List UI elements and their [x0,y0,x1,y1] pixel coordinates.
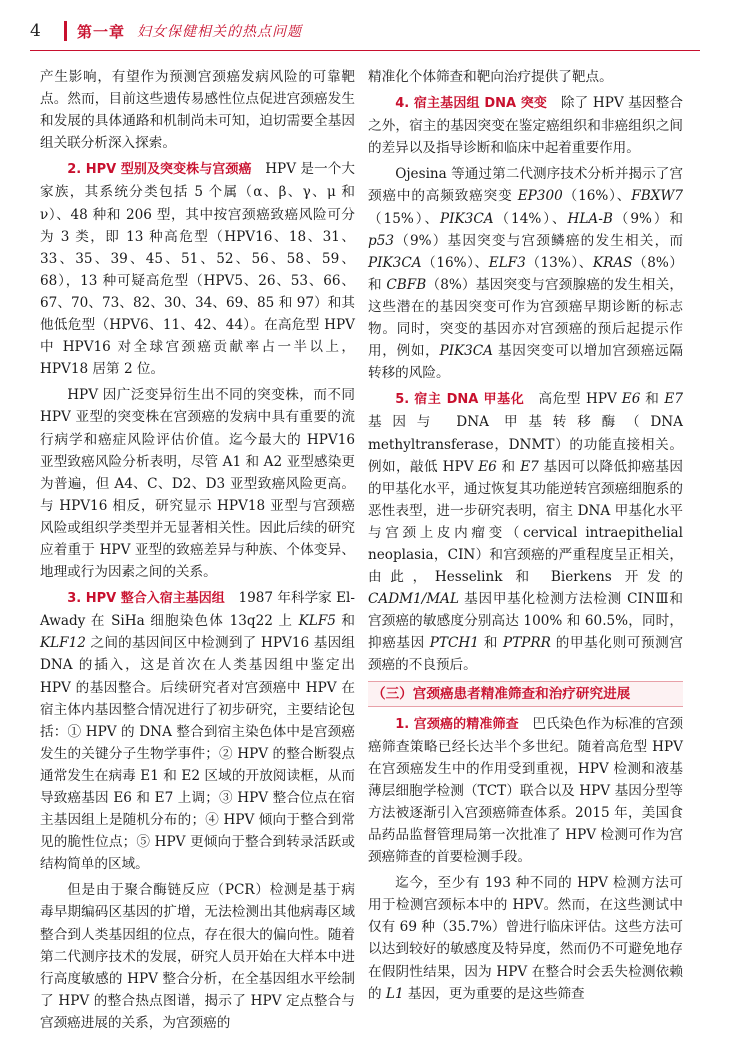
left-column [40,66,355,1038]
right-column [368,66,683,1009]
page-number: 4 [30,21,41,41]
chapter-title: 妇女保健相关的热点问题 [137,24,303,40]
paragraph: 3. HPV 整合入宿主基因组 1987 年科学家 El-Awady 在 SiHa 细胞染色体 13q22 上 KLF5 和 KLF12 之间的基因间区中检测到了 HPV16 基因组 DNA 的插入，这是首次在人类基因组中鉴定出 HPV 的基因整合。后续研究者对宫颈癌中 HPV 在宿主体内基因整合情况进行了初步研究，主要结论包括：① HPV 的 DNA 整合到宿主染色体中是宫颈癌发生的关键分子生物学事件；② HPV 的整合断裂点通常发生在病毒 E1 和 E2 区域的开放阅读框，从而导致癌基因 E6 和 E7 上调；③ HPV 整合位点在宿主基因组上是随机分布的；④ HPV 倾向于整合到常见的脆性位点；⑤ HPV 更倾向于整合到转录活跃或结构简单的区域。 [40,590,355,873]
chapter-label: 第一章 [77,22,126,41]
paragraph: 4. 宿主基因组 DNA 突变 除了 HPV 基因整合之外，宿主的基因突变在鉴定癌组织和非癌组织之间的差异以及指导诊断和临床中起着重要作用。 [368,95,684,157]
subsection-title: 2. HPV 型别及突变株与宫颈癌 [67,162,252,178]
paragraph: 但是由于聚合酶链反应（PCR）检测是基于病毒早期编码区基因的扩增，无法检测出其他病毒区域整合到人类基因组的位点，存在很大的偏向性。随着第二代测序技术的发展，研究人员开始在大样本中进行高度敏感的 HPV 整合分析，在全基因组水平绘制了 HPV 的整合热点图谱，揭示了 HPV 定点整合与宫颈癌进展的关系，为宫颈癌的 [40,882,355,1031]
paragraph: 产生影响，有望作为预测宫颈癌发病风险的可靠靶点。然而，目前这些遗传易感性位点促进宫颈癌发生和发展的具体通路和机制尚未可知，迫切需要全基因组关联分析深入探索。 [40,69,355,152]
subsection-title: 5. 宿主 DNA 甲基化 [395,392,525,408]
subsection-title: 1. 宫颈癌的精准筛查 [395,716,519,732]
subsection-title: 3. HPV 整合入宿主基因组 [67,591,225,607]
running-header [30,14,700,48]
paragraph: 1. 宫颈癌的精准筛查 巴氏染色作为标准的宫颈癌筛查策略已经长达半个多世纪。随着高危型 HPV 在宫颈癌发生中的作用受到重视，HPV 检测和液基薄层细胞学检测（TCT）联合以及 HPV 基因分型等方法被逐渐引入宫颈癌筛查体系。2015 年，美国食品药品监督管理局第一次批准了 HPV 检测可作为宫颈癌筛查的首要检测手段。 [368,715,684,866]
paragraph: HPV 因广泛变异衍生出不同的突变株，而不同 HPV 亚型的突变株在宫颈癌的发病中具有重要的流行病学和癌症风险评估价值。迄今最大的 HPV16 亚型致癌风险分析表明，尽管 A1 和 A2 亚型感染更为普遍，但 A4、C、D2、D3 亚型致癌风险更高。与 HPV16 相反，研究显示 HPV18 亚型与宫颈癌风险或组织学类型并无显著相关性。因此后续的研究应着重于 HPV 亚型的致癌差异与种族、个体变异、地理或行为因素之间的关系。 [40,387,355,581]
section-heading: （三）宫颈癌患者精准筛查和治疗研究进展 [368,681,683,707]
paragraph: 迄今，至少有 193 种不同的 HPV 检测方法可用于检测宫颈标本中的 HPV。然而，在这些测试中仅有 69 种（35.7%）曾进行临床评估。这些方法可以达到较好的敏感度及特异度，然而仍不可避免地存在假阴性结果，因为 HPV 在整合时会丢失检测依赖的 L1 基因，更为重要的是这些筛查 [368,875,683,1002]
header-divider [64,21,67,41]
subsection-title: 4. 宿主基因组 DNA 突变 [395,96,548,112]
header-rule [30,50,700,51]
paragraph: 精准化个体筛查和靶向治疗提供了靶点。 [368,69,613,85]
paragraph: Ojesina 等通过第二代测序技术分析并揭示了宫颈癌中的高频致癌突变 EP300（16%）、FBXW7（15%）、PIK3CA（14%）、HLA-B（9%）和 p53（9%）基因突变与宫颈鳞癌的发生相关，而 PIK3CA（16%）、ELF3（13%）、KRAS（8%）和 CBFB（8%）基因突变与宫颈腺癌的发生相关，这些潜在的基因突变可作为宫颈癌早期诊断的标志物。同时，突变的基因亦对宫颈癌的预后起提示作用，例如，PIK3CA 基因突变可以增加宫颈癌远隔转移的风险。 [368,166,684,382]
paragraph: 2. HPV 型别及突变株与宫颈癌 HPV 是一个大家族，其系统分类包括 5 个属（α、β、γ、μ 和 ν）、48 种和 206 型，其中按宫颈癌致癌风险可分为 3 类，即 13 种高危型（HPV16、18、31、33、35、39、45、51、52、56、58、59、68），13 种可疑高危型（HPV5、26、53、66、67、70、73、82、30、34、69、85 和 97）和其他低危型（HPV6、11、42、44）。在高危型 HPV 中 HPV16 对全球宫颈癌贡献率占一半以上，HPV18 居第 2 位。 [40,161,355,378]
paragraph: 5. 宿主 DNA 甲基化 高危型 HPV E6 和 E7 基因与 DNA 甲基转移酶（DNA methyltransferase，DNMT）的功能直接相关。例如，敲低 HPV E6 和 E7 基因可以降低抑癌基因的甲基化水平，通过恢复其功能逆转宫颈癌细胞系的恶性表型，进一步研究表明，宿主 DNA 甲基化水平与宫颈上皮内瘤变（cervical intraepithelial neoplasia，CIN）和宫颈癌的严重程度呈正相关，由此，Hesselink 和 Bierkens 开发的 CADM1/MAL 基因甲基化检测方法检测 CINⅢ和宫颈癌的敏感度分别高达 100% 和 60.5%，同时，抑癌基因 PTCH1 和 PTPRR 的甲基化则可预测宫颈癌的不良预后。 [368,391,683,674]
